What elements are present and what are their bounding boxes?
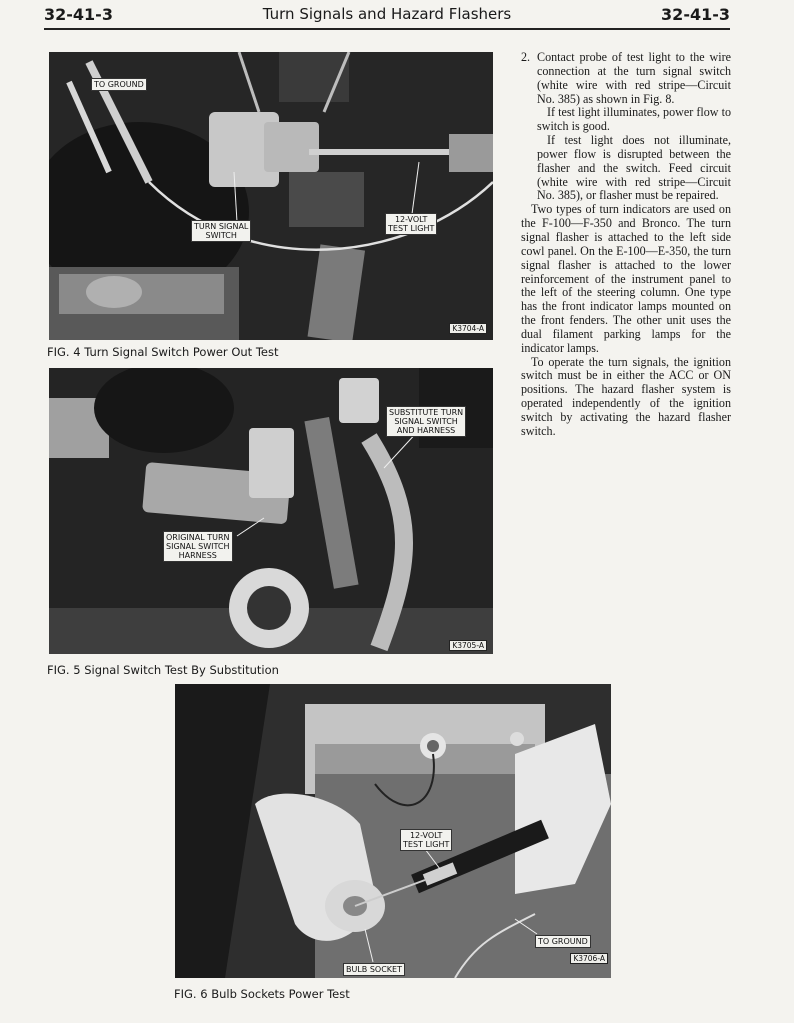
figure-6-code: K3706-A — [570, 953, 608, 964]
figure-4-photo — [49, 52, 493, 340]
figure-5-caption: FIG. 5 Signal Switch Test By Substitution — [47, 663, 279, 677]
figure-4-code: K3704-A — [449, 323, 487, 334]
callout-substitute-switch: SUBSTITUTE TURN SIGNAL SWITCH AND HARNESS — [386, 406, 466, 437]
callout-to-ground: TO GROUND — [535, 935, 591, 948]
paragraph-light-not-illuminate: If test light does not illuminate, power flow is disrupted between the flasher and the switch. Feed circuit (white wire with red stripe—Circuit No. 385), or flasher must be repaired. — [537, 133, 731, 203]
page-number-left: 32-41-3 — [44, 5, 113, 24]
step-2-text: Contact probe of test light to the wire connection at the turn signal switch (white wire with red stripe—Circuit No. 385) as shown in Fig. 8. — [537, 50, 731, 106]
step-2 — [521, 51, 731, 106]
paragraph-indicator-types: Two types of turn indicators are used on the F-100—F-350 and Bronco. The turn signal flasher is attached to the left side cowl panel. On the E-100—E-350, the turn signal flasher is attached to the lower reinforcement of the instrument panel to the left of the steering column. One type has the front indicator lamps mounted on the front fenders. The other unit uses the dual filament parking lamps for the indicator lamps. — [521, 202, 731, 355]
paragraph-operate-turn-signals: To operate the turn signals, the ignition switch must be in either the ACC or ON positions. The hazard flasher system is operated independently of the ignition switch by activating the hazard flasher switch. — [521, 354, 731, 438]
callout-turn-signal-switch: TURN SIGNAL SWITCH — [191, 220, 251, 242]
callout-test-light: 12-VOLT TEST LIGHT — [385, 213, 437, 235]
figure-6-caption: FIG. 6 Bulb Sockets Power Test — [174, 987, 350, 1001]
callout-to-ground: TO GROUND — [91, 78, 147, 91]
page-header — [44, 5, 730, 29]
figure-6-illustration — [175, 684, 611, 978]
figure-5-code: K3705-A — [449, 640, 487, 651]
figure-4-caption: FIG. 4 Turn Signal Switch Power Out Test — [47, 345, 279, 359]
figure-5-photo — [49, 368, 493, 654]
step-number: 2. — [521, 50, 531, 64]
paragraph-light-illuminates: If test light illuminates, power flow to switch is good. — [537, 105, 731, 134]
figure-4-illustration — [49, 52, 493, 340]
step-2-subparagraphs — [521, 106, 731, 203]
header-rule — [44, 28, 730, 30]
page-title: Turn Signals and Hazard Flashers — [262, 5, 512, 23]
callout-bulb-socket: BULB SOCKET — [343, 963, 405, 976]
body-text-column — [521, 51, 731, 439]
callout-test-light: 12-VOLT TEST LIGHT — [400, 829, 452, 851]
callout-original-harness: ORIGINAL TURN SIGNAL SWITCH HARNESS — [163, 531, 233, 562]
figure-6-photo — [175, 684, 611, 978]
page-number-right: 32-41-3 — [661, 5, 730, 24]
